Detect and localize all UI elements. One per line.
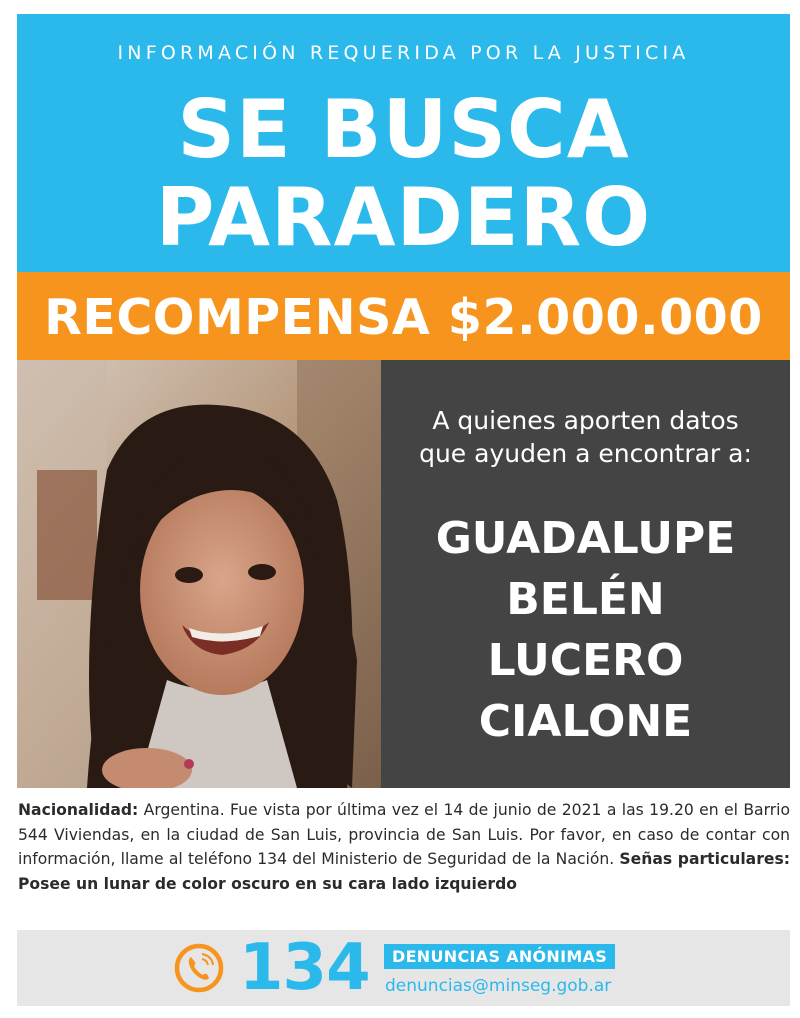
- report-email[interactable]: denuncias@minseg.gob.ar: [385, 976, 612, 996]
- name-line: LUCERO: [487, 635, 684, 686]
- reward-banner: RECOMPENSA $2.000.000: [17, 272, 790, 360]
- title-line-2: PARADERO: [155, 171, 652, 264]
- header-kicker: INFORMACIÓN REQUERIDA POR LA JUSTICIA: [117, 42, 690, 64]
- anonymous-reports-badge: DENUNCIAS ANÓNIMAS: [384, 944, 615, 969]
- hotline-number: 134: [239, 931, 370, 1005]
- missing-person-photo: [17, 360, 381, 788]
- portrait-illustration: [17, 360, 381, 788]
- name-line: CIALONE: [478, 696, 693, 747]
- page-title: [17, 83, 790, 264]
- panel-lead: [381, 404, 790, 470]
- nationality-label: Nacionalidad:: [18, 801, 139, 819]
- details-paragraph: [18, 798, 790, 896]
- lead-line-1: A quienes aporten datos: [432, 406, 739, 435]
- marks-label: Señas particulares: Posee un lunar de color oscuro en su cara lado izquierdo: [18, 850, 790, 893]
- name-line: BELÉN: [506, 574, 665, 625]
- nationality-text: Argentina. Fue vista por última vez el 14 de junio de 2021 a las 19.20 en el Barrio 544 Viviendas, en la ciudad de San Luis, provincia de San Luis. Por favor, en caso de contar con información, llame al teléfono 134 del Ministerio de Seguridad de la Nación.: [18, 801, 790, 868]
- contact-footer: [17, 930, 790, 1006]
- header-banner: [17, 14, 790, 272]
- lead-line-2: que ayuden a encontrar a:: [419, 439, 752, 468]
- name-line: GUADALUPE: [435, 513, 736, 564]
- phone-icon: [174, 943, 224, 993]
- missing-person-name: [381, 508, 790, 752]
- title-line-1: SE BUSCA: [177, 83, 630, 176]
- info-panel: [381, 360, 790, 788]
